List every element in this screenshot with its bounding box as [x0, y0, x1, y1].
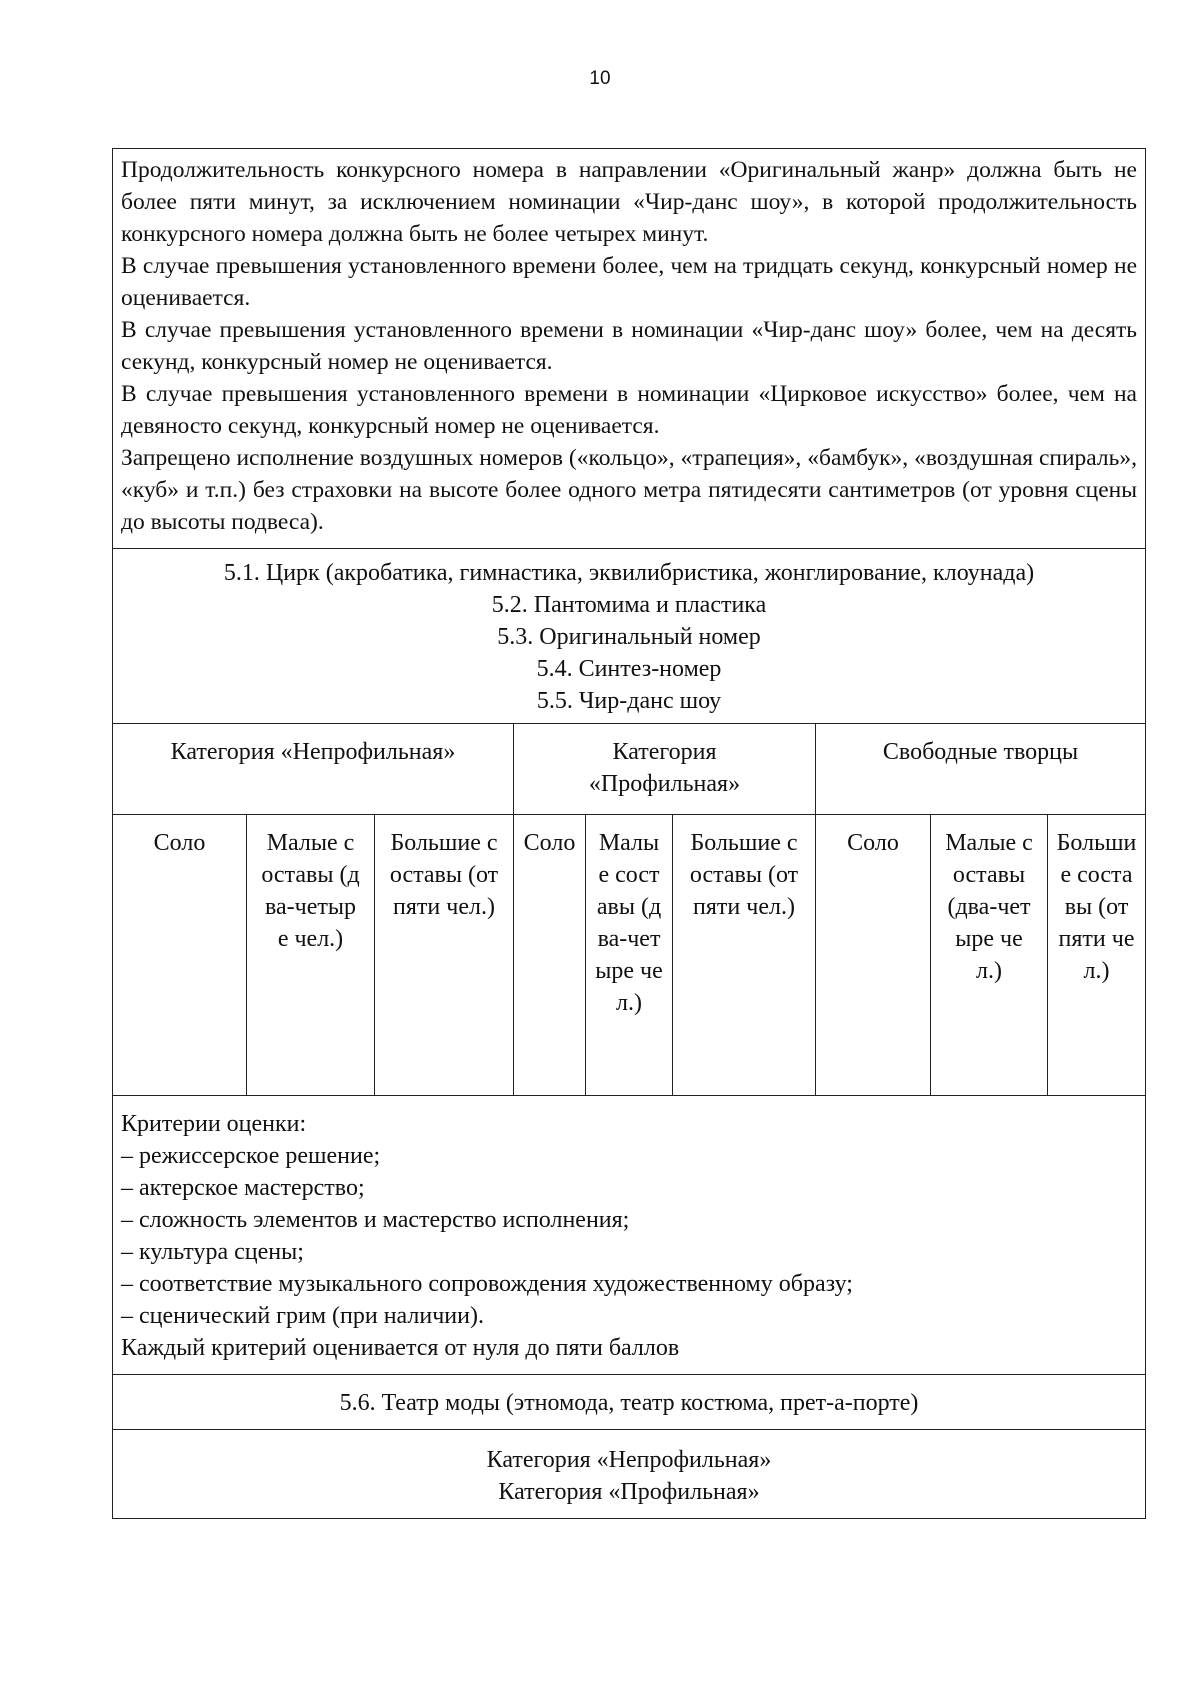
group-large: Большие составы (от пяти чел.): [672, 815, 815, 1095]
criteria-item: – актерское мастерство;: [121, 1175, 365, 1201]
page-number: 10: [589, 68, 611, 89]
category-nonprofile: Категория «Непрофильная»: [170, 739, 456, 765]
categories-row: [113, 724, 1145, 815]
theatre-title: 5.6. Театр моды (этномода, театр костюма, прет-а-порте): [339, 1390, 919, 1416]
criteria-title: Критерии оценки:: [121, 1111, 307, 1137]
group-large: Большие составы (от пяти чел.): [374, 815, 513, 1095]
group-large: Большие составы (от пяти чел.): [1047, 815, 1145, 1095]
criteria-item: – соответствие музыкального сопровождения художественному образу;: [121, 1271, 853, 1297]
category-profile: Категория «Профильная»: [513, 724, 815, 814]
criteria-section: [113, 1096, 1145, 1375]
groups-row: [113, 815, 1145, 1096]
group-solo: Соло: [153, 830, 206, 856]
nomination-item: 5.5. Чир-данс шоу: [536, 688, 722, 714]
intro-paragraph: Запрещено исполнение воздушных номеров («кольцо», «трапеция», «бамбук», «воздушная спираль», «куб» и т.п.) без страховки на высоте более одного метра пятидесяти сантиметров (от уровня сцены до высоты подвеса).: [121, 445, 1137, 535]
group-small: Малые составы (два-четыре чел.): [246, 815, 374, 1095]
group-solo: Соло: [815, 815, 930, 1095]
nomination-item: 5.1. Цирк (акробатика, гимнастика, эквилибристика, жонглирование, клоунада): [223, 560, 1035, 586]
nomination-item: 5.3. Оригинальный номер: [497, 624, 761, 650]
group-solo: Соло: [513, 815, 585, 1095]
group-small: Малые составы (два-четыре чел.): [585, 815, 672, 1095]
intro-paragraph: В случае превышения установленного времени более, чем на тридцать секунд, конкурсный номер не оценивается.: [121, 253, 1137, 311]
theatre-title-section: [113, 1375, 1145, 1430]
category-free-creators: Свободные творцы: [815, 724, 1145, 814]
criteria-item: – культура сцены;: [121, 1239, 304, 1265]
nominations-section: [113, 549, 1145, 724]
intro-paragraph: В случае превышения установленного времени в номинации «Цирковое искусство» более, чем на девяносто секунд, конкурсный номер не оценивается.: [121, 381, 1137, 439]
criteria-item: – сценический грим (при наличии).: [121, 1303, 484, 1329]
criteria-note: Каждый критерий оценивается от нуля до пяти баллов: [121, 1335, 680, 1361]
criteria-item: – режиссерское решение;: [121, 1143, 381, 1169]
intro-paragraph: Продолжительность конкурсного номера в направлении «Оригинальный жанр» должна быть не более пяти минут, за исключением номинации «Чир-данс шоу», в которой продолжительность конкурсного номера должна быть не более четырех минут.: [121, 157, 1137, 247]
nomination-item: 5.4. Синтез-номер: [536, 656, 722, 682]
theatre-categories-section: [113, 1430, 1145, 1518]
nomination-item: 5.2. Пантомима и пластика: [491, 592, 767, 618]
theatre-category: Категория «Профильная»: [498, 1479, 760, 1505]
group-small: Малые составы (два-четыре чел.): [930, 815, 1047, 1095]
document-table: [112, 148, 1146, 1519]
theatre-category: Категория «Непрофильная»: [486, 1447, 772, 1473]
intro-section: [113, 149, 1145, 549]
criteria-item: – сложность элементов и мастерство исполнения;: [121, 1207, 630, 1233]
intro-paragraph: В случае превышения установленного времени в номинации «Чир-данс шоу» более, чем на десять секунд, конкурсный номер не оценивается.: [121, 317, 1137, 375]
